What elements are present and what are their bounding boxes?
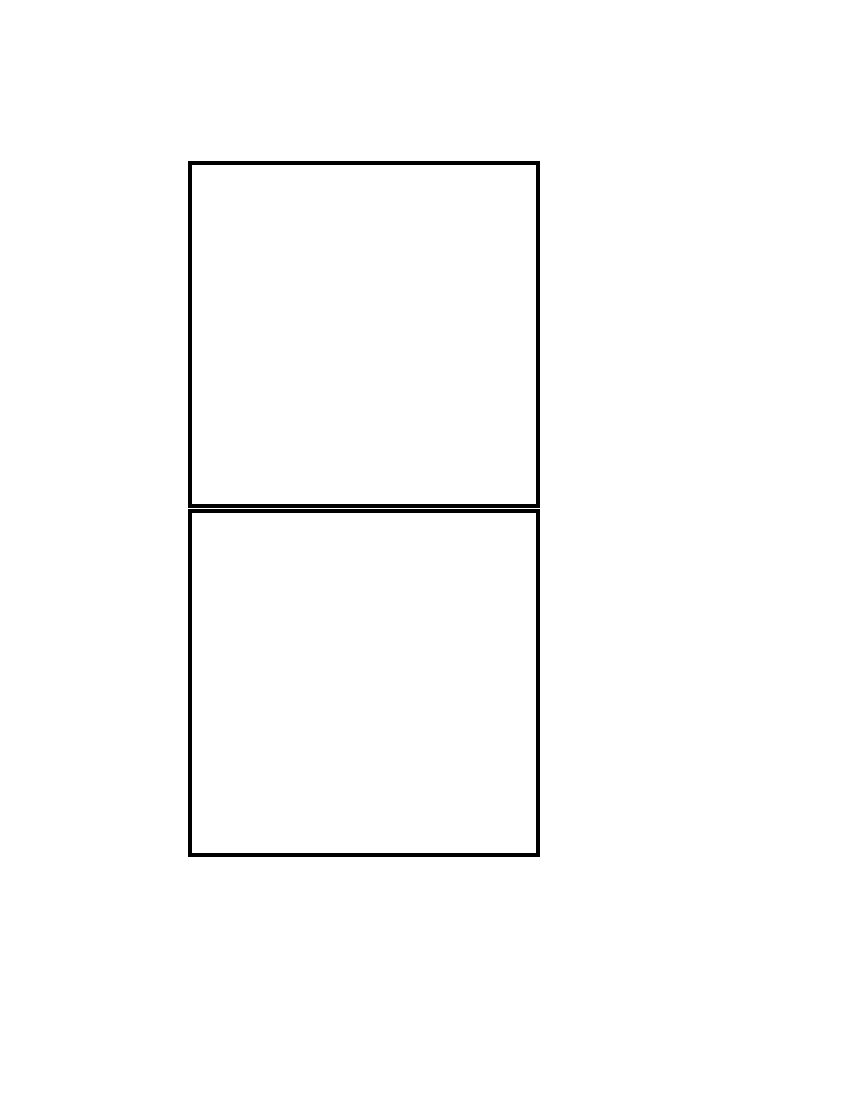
running-header <box>188 124 232 140</box>
umap-panel-histosegnet <box>188 161 540 508</box>
umap-panel-dino-resnet50 <box>188 509 540 857</box>
umap-scatter-bottom <box>192 513 536 853</box>
umap-scatter-top <box>192 165 536 504</box>
